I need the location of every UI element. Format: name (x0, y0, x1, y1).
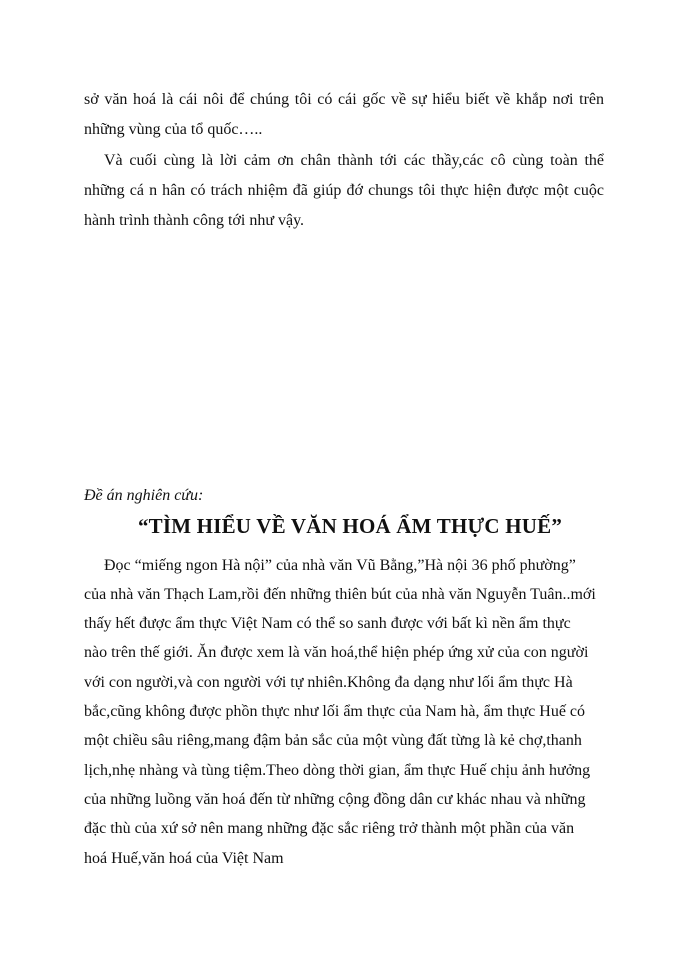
paragraph-line: của những luồng văn hoá đến từ những cộng đồng dân cư khác nhau và những (84, 791, 586, 808)
paragraph-line: lịch,nhẹ nhàng và tùng tiệm.Theo dòng thời gian, ẩm thực Huế chịu ảnh hưởng (84, 762, 591, 779)
paragraph-line: với con người,và con người với tự nhiên.Không đa dạng như lối ẩm thực Hà (84, 674, 573, 691)
project-title: “TÌM HIỂU VỀ VĂN HOÁ ẨM THỰC HUẾ” (137, 514, 563, 538)
paragraph-line: bắc,cũng không được phồn thực như lối ẩm thực của Nam hà, ẩm thực Huế có (84, 703, 586, 720)
paragraph-line: của nhà văn Thạch Lam,rồi đến những thiên bút của nhà văn Nguyễn Tuân..mới (84, 586, 596, 603)
paragraph-line: một chiều sâu riêng,mang đậm bản sắc của một vùng đất từng là kẻ chợ,thanh (84, 732, 582, 749)
project-label: Đề án nghiên cứu: (84, 487, 204, 504)
body-text-line: những cá n hân có trách nhiệm đã giúp đớ chungs tôi thực hiện được một cuộc (84, 182, 604, 199)
body-text-line: những vùng của tổ quốc….. (84, 121, 263, 138)
paragraph-line: hoá Huế,văn hoá của Việt Nam (84, 850, 284, 867)
paragraph-line: thấy hết được ẩm thực Việt Nam có thể so sanh được với bất kì nền ẩm thực (84, 615, 571, 632)
body-text-line: Và cuối cùng là lời cảm ơn chân thành tới các thầy,các cô cùng toàn thể (104, 152, 604, 169)
body-text-line: hành trình thành công tới như vậy. (84, 212, 305, 229)
paragraph-line: nào trên thế giới. Ăn được xem là văn hoá,thể hiện phép ứng xử của con người (84, 644, 589, 661)
paragraph-line: đặc thù của xứ sở nên mang những đặc sắc riêng trở thành một phần của văn (84, 820, 575, 837)
body-text-line: sở văn hoá là cái nôi để chúng tôi có cái gốc về sự hiểu biết về khắp nơi trên (84, 91, 604, 108)
paragraph-line: Đọc “miếng ngon Hà nội” của nhà văn Vũ Bằng,”Hà nội 36 phố phường” (104, 557, 576, 574)
